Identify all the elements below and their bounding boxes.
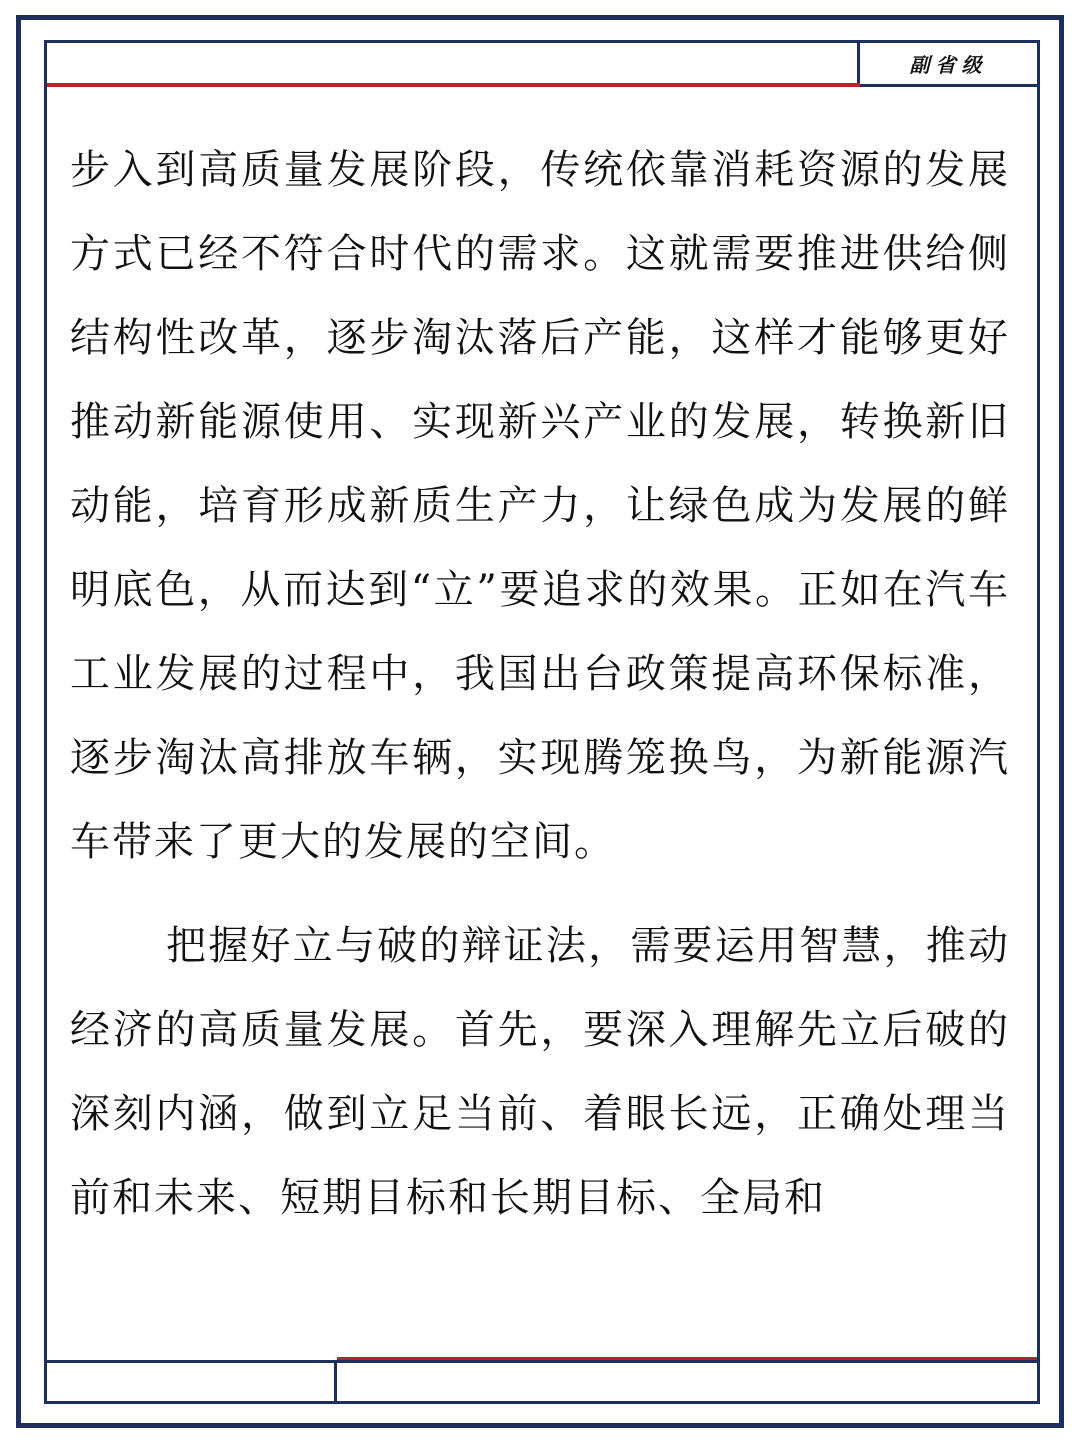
bottom-blue-rule xyxy=(47,1360,1037,1363)
header-label: 副省级 xyxy=(909,53,988,77)
top-red-rule xyxy=(47,83,860,87)
paragraph-1: 步入到高质量发展阶段，传统依靠消耗资源的发展方式已经不符合时代的需求。这就需要推进供给侧结构性改革，逐步淘汰落后产能，这样才能够更好推动新能源使用、实现新兴产业的发展，转换新旧动能，培育形成新质生产力，让绿色成为发展的鲜明底色，从而达到“立”要追求的效果。正如在汽车工业发展的过程中，我国出台政策提高环保标准，逐步淘汰高排放车辆，实现腾笼换鸟，为新能源汽车带来了更大的发展的空间。 xyxy=(70,147,1010,865)
paragraph-2: 把握好立与破的辩证法，需要运用智慧，推动经济的高质量发展。首先，要深入理解先立后破的深刻内涵，做到立足当前、着眼长远，正确处理当前和未来、短期目标和长期目标、全局和 xyxy=(70,923,1010,1221)
article-body xyxy=(70,128,1010,1240)
header-tag-box xyxy=(857,43,1037,87)
bottom-divider xyxy=(334,1360,337,1404)
